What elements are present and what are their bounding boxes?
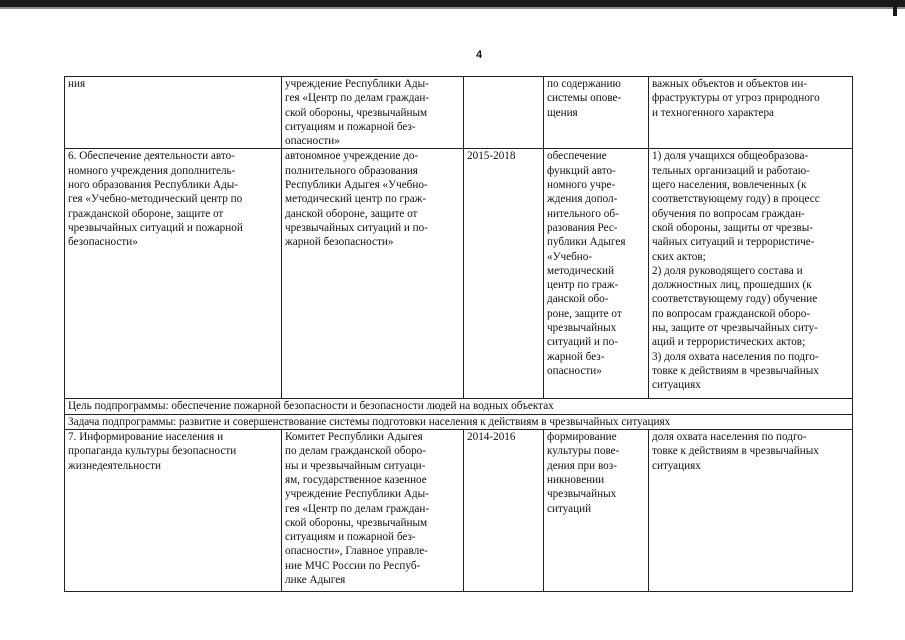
period-cell: 2014-2016: [464, 430, 544, 592]
period-cell: 2015-2018: [464, 149, 544, 399]
table-row: [65, 430, 853, 592]
table-row: [65, 77, 853, 149]
scan-top-border: [0, 0, 905, 7]
task-row: [65, 414, 853, 429]
result-cell: обеспечение функций авто- номного учре- ждения допол- нительного об- разования Рес- публики Адыгея «Учебно- методический центр по граж- данской обо- роне, защите от чрезвычайных ситуаций и по- жарной без- опасности»: [544, 149, 649, 399]
event-cell: 7. Информирование населения и пропаганда культуры безопасности жизнедеятельности: [65, 430, 282, 592]
executor-cell: учреждение Республики Ады- гея «Центр по делам граждан- ской обороны, чрезвычайным ситуациям и пожарной без- опасности»: [282, 77, 464, 149]
indicator-cell: доля охвата населения по подго- товке к действиям в чрезвычайных ситуациях: [649, 430, 853, 592]
executor-cell: Комитет Республики Адыгея по делам гражданской оборо- ны и чрезвычайным ситуаци- ям, государственное казенное учреждение Республики Ады- гея «Центр по делам граждан- ской обороны, чрезвычайным ситуациям и пожарной без- опасности», Главное управле- ние МЧС России по Респуб- лике Адыгея: [282, 430, 464, 592]
page-number: 4: [476, 49, 483, 61]
subprogram-task: Задача подпрограммы: развитие и совершенствование системы подготовки населения к действиям в чрезвычайных ситуациях: [65, 414, 853, 429]
result-cell: формирование культуры пове- дения при воз- никновении чрезвычайных ситуаций: [544, 430, 649, 592]
goal-row: [65, 399, 853, 414]
event-cell: ния: [65, 77, 282, 149]
executor-cell: автономное учреждение до- полнительного образования Республики Адыгея «Учебно- методический центр по граж- данской обороне, защите от чрезвычайных ситуаций и по- жарной безопасности»: [282, 149, 464, 399]
indicator-cell: 1) доля учащихся общеобразова- тельных организаций и работаю- щего населения, вовлеченных (к соответствующему году) в процесс обучения по вопросам граждан- ской обороны, защиты от чрезвы- чайных ситуаций и террористиче- ских актов; 2) доля руководящего состава и должностных лиц, прошедших (к соответствующему году) обучение по вопросам гражданской оборо- ны, защите от чрезвычайных ситу- аций и террористических актов; 3) доля охвата населения по подго- товке к действиям в чрезвычайных ситуациях: [649, 149, 853, 399]
subprogram-goal: Цель подпрограммы: обеспечение пожарной безопасности и безопасности людей на водных объектах: [65, 399, 853, 414]
indicator-cell: важных объектов и объектов ин- фраструктуры от угроз природного и техногенного характера: [649, 77, 853, 149]
result-cell: по содержанию системы опове- щения: [544, 77, 649, 149]
program-table: [64, 76, 853, 592]
scan-corner-mark: [893, 0, 897, 16]
event-cell: 6. Обеспечение деятельности авто- номного учреждения дополнитель- ного образования Республики Ады- гея «Учебно-методический центр по гражданской обороне, защите от чрезвычайных ситуаций и пожарной безопасности»: [65, 149, 282, 399]
scan-top-border-shadow: [0, 7, 905, 9]
period-cell: [464, 77, 544, 149]
table-row: [65, 149, 853, 399]
